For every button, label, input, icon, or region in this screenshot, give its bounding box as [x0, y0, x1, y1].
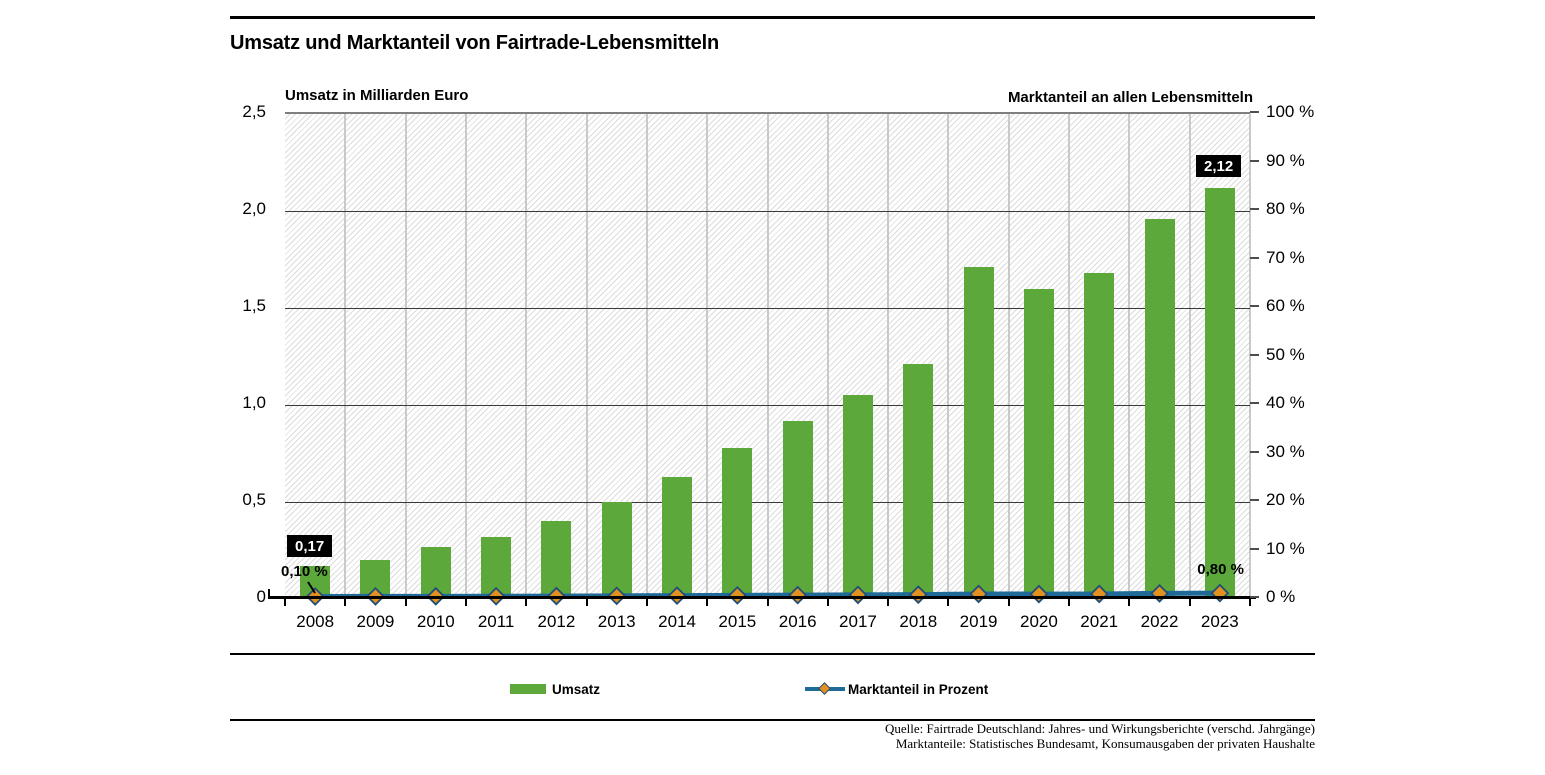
marker-2019	[970, 586, 986, 602]
top-divider	[230, 16, 1315, 19]
x-axis-label-2016: 2016	[778, 612, 817, 631]
right-axis-tick-label: 80 %	[1266, 199, 1305, 218]
right-axis-tick	[1250, 451, 1259, 453]
legend-divider	[230, 653, 1315, 655]
left-axis-title: Umsatz in Milliarden Euro	[285, 87, 469, 104]
left-axis-tick-label: 1,0	[242, 393, 266, 412]
line-label-2023: 0,80 %	[1197, 561, 1244, 578]
right-axis-tick	[1250, 354, 1259, 356]
x-axis-tick	[706, 599, 708, 606]
right-axis-tick	[1250, 305, 1259, 307]
right-axis-tick-label: 50 %	[1266, 344, 1305, 364]
right-axis-tick-label: 20 %	[1266, 490, 1305, 509]
line-label-2008: 0,10 %	[281, 563, 328, 580]
left-axis-tick-label: 0,5	[242, 490, 266, 509]
x-axis-tick	[1249, 599, 1251, 606]
x-axis-label-2009: 2009	[356, 612, 395, 631]
right-axis-tick-label: 60 %	[1266, 296, 1305, 315]
x-axis-tick	[767, 599, 769, 606]
x-axis-tick	[1128, 599, 1130, 606]
x-axis-tick	[525, 599, 527, 606]
right-axis-tick-label: 0 %	[1266, 587, 1296, 606]
right-axis-tick-label: 100 %	[1266, 102, 1315, 121]
left-axis-tick-label: 2,0	[242, 199, 266, 218]
x-axis-tick	[465, 599, 467, 606]
x-axis-label-2019: 2019	[959, 612, 998, 631]
marktanteil-line	[285, 114, 1250, 599]
x-axis-start-tick	[268, 589, 270, 597]
x-axis-label-2017: 2017	[839, 612, 877, 631]
plot-area	[285, 112, 1250, 597]
marker-2017	[850, 587, 866, 603]
x-axis-label-2018: 2018	[899, 612, 938, 631]
left-axis-tick-label: 1,5	[242, 296, 266, 315]
right-axis-tick-label: 40 %	[1266, 393, 1305, 412]
bar-label-2008: 0,17	[287, 535, 332, 557]
x-axis-tick	[947, 599, 949, 606]
right-axis-tick	[1250, 208, 1259, 210]
right-axis-tick	[1250, 257, 1259, 259]
right-axis-title: Marktanteil an allen Lebensmitteln	[1007, 89, 1253, 106]
right-axis-tick	[1250, 111, 1259, 113]
right-axis-tick-label: 70 %	[1266, 247, 1305, 267]
legend-item-umsatz	[510, 680, 600, 698]
marker-2018	[910, 587, 926, 603]
x-axis-label-2023: 2023	[1200, 612, 1239, 631]
legend-label-marktanteil: Marktanteil in Prozent	[848, 681, 989, 697]
x-axis-label-2008: 2008	[296, 612, 335, 631]
legend-item-marktanteil	[805, 680, 988, 698]
x-axis-tick	[1008, 599, 1010, 606]
left-axis-tick-label: 2,5	[242, 102, 266, 121]
marker-2021	[1091, 586, 1107, 602]
x-axis-tick	[887, 599, 889, 606]
right-axis-tick	[1250, 160, 1259, 162]
marktanteil-line-icon	[805, 682, 845, 696]
right-axis-tick-label: 10 %	[1266, 538, 1305, 558]
x-axis-tick	[344, 599, 346, 606]
x-axis-label-2021: 2021	[1080, 612, 1119, 631]
bar-label-2023: 2,12	[1196, 155, 1241, 177]
marker-2020	[1031, 586, 1047, 602]
source-line-1: Quelle: Fairtrade Deutschland: Jahres- und Wirkungsberichte (verschd. Jahrgänge)	[884, 721, 1315, 736]
x-axis-tick	[827, 599, 829, 606]
x-axis-tick	[1189, 599, 1191, 606]
right-axis-tick	[1250, 402, 1259, 404]
diamond-marker-icon	[818, 682, 831, 695]
left-axis-tick-label: 0	[256, 587, 266, 606]
legend-label-umsatz: Umsatz	[552, 681, 601, 697]
x-axis-label-2015: 2015	[718, 612, 757, 631]
right-axis-tick	[1250, 548, 1259, 550]
x-axis-label-2011: 2011	[477, 612, 515, 631]
source-note	[515, 722, 1315, 751]
x-axis-tick	[646, 599, 648, 606]
right-axis-tick	[1250, 499, 1259, 501]
x-axis-line	[268, 596, 1256, 599]
x-axis-label-2022: 2022	[1140, 612, 1179, 631]
x-axis-tick	[1068, 599, 1070, 606]
right-axis-tick-label: 30 %	[1266, 441, 1305, 461]
page-title: Umsatz und Marktanteil von Fairtrade-Lebensmitteln	[230, 32, 719, 54]
callout-line-2008	[285, 575, 325, 605]
x-axis-tick	[586, 599, 588, 606]
x-axis-label-2013: 2013	[597, 612, 636, 631]
x-axis-label-2012: 2012	[537, 612, 576, 631]
right-axis-tick-label: 90 %	[1266, 150, 1305, 170]
x-axis-label-2010: 2010	[416, 612, 455, 631]
marker-2022	[1151, 585, 1167, 601]
x-axis-tick	[405, 599, 407, 606]
right-axis-tick	[1250, 596, 1259, 598]
umsatz-swatch-icon	[510, 684, 546, 694]
source-line-2: Marktanteile: Statistisches Bundesamt, Konsumausgaben der privaten Haushalte	[895, 735, 1315, 751]
x-axis-label-2020: 2020	[1019, 612, 1058, 631]
x-axis-label-2014: 2014	[658, 612, 696, 631]
